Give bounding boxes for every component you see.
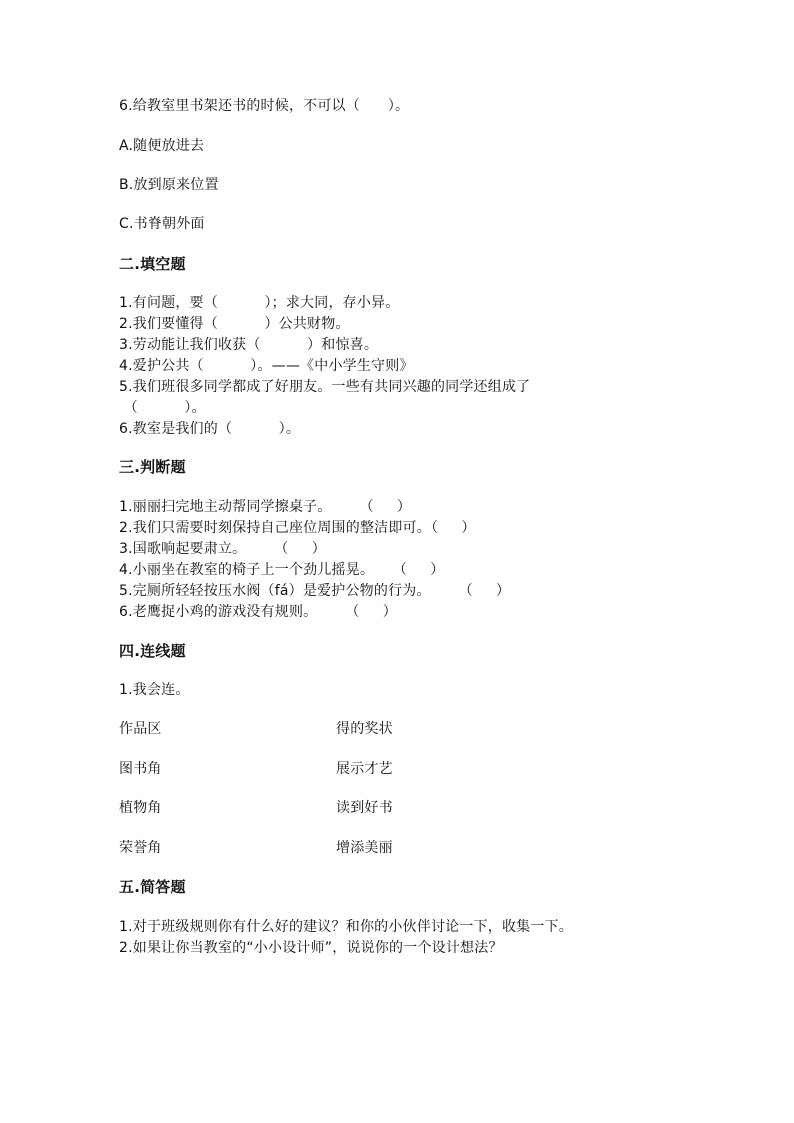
- fill-item-continuation: （ ）。: [119, 400, 206, 416]
- q6-stem: 6.给教室里书架还书的时候，不可以（ ）。: [119, 98, 410, 114]
- match-left-item: 荣誉角: [119, 840, 162, 856]
- short-item: 1.对于班级规则你有什么好的建议？和你的小伙伴讨论一下，收集一下。: [119, 919, 573, 935]
- judge-item: 5.完厕所轻轻按压水阀（fá）是爱护公物的行为。 （ ）: [119, 583, 511, 599]
- judge-item: 6.老鹰捉小鸡的游戏没有规则。 （ ）: [119, 604, 397, 620]
- short-item: 2.如果让你当教室的“小小设计师”，说说你的一个设计想法？: [119, 940, 503, 956]
- fill-item: 2.我们要懂得（ ）公共财物。: [119, 316, 350, 332]
- match-right-item: 增添美丽: [336, 840, 393, 856]
- fill-item: 3.劳动能让我们收获（ ）和惊喜。: [119, 337, 379, 353]
- match-left-item: 图书角: [119, 761, 162, 777]
- match-right-item: 得的奖状: [336, 721, 393, 737]
- match-left-item: 植物角: [119, 800, 162, 816]
- match-right-item: 展示才艺: [336, 761, 393, 777]
- judge-item: 3.国歌响起要肃立。 （ ）: [119, 541, 326, 557]
- section-heading-judge: 三.判断题: [119, 458, 186, 476]
- fill-item: 5.我们班很多同学都成了好朋友。一些有共同兴趣的同学还组成了: [119, 379, 531, 395]
- match-right-item: 读到好书: [336, 800, 393, 816]
- section-heading-fill: 二.填空题: [119, 255, 186, 273]
- fill-item: 1.有问题，要（ ）；求大同，存小异。: [119, 295, 400, 311]
- judge-item: 2.我们只需要时刻保持自己座位周围的整洁即可。（ ）: [119, 520, 476, 536]
- judge-item: 4.小丽坐在教室的椅子上一个劲儿摇晃。 （ ）: [119, 562, 445, 578]
- q6-option-b: B.放到原来位置: [119, 177, 219, 193]
- section-heading-match: 四.连线题: [119, 642, 186, 660]
- match-prompt: 1.我会连。: [119, 682, 190, 698]
- judge-item: 1.丽丽扫完地主动帮同学擦桌子。 （ ）: [119, 499, 412, 515]
- q6-option-a: A.随便放进去: [119, 138, 205, 154]
- q6-option-c: C.书脊朝外面: [119, 216, 205, 232]
- section-heading-short: 五.简答题: [119, 878, 186, 896]
- match-left-item: 作品区: [119, 721, 162, 737]
- fill-item: 6.教室是我们的（ ）。: [119, 421, 301, 437]
- fill-item: 4.爱护公共（ ）。——《中小学生守则》: [119, 358, 414, 374]
